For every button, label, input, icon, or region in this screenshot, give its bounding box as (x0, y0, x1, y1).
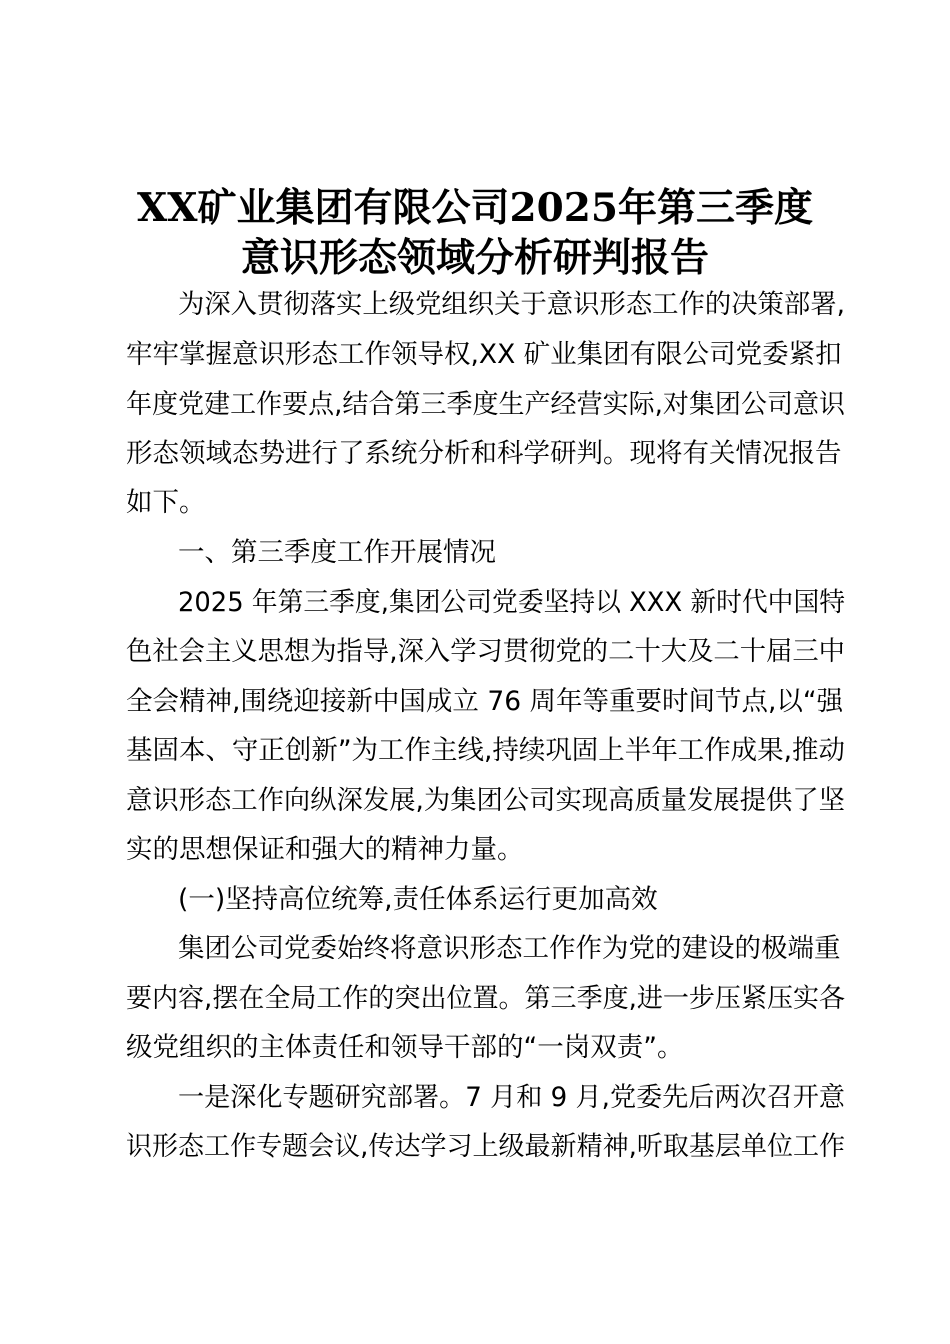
paragraph-line: 色社会主义思想为指导,深入学习贯彻党的二十大及二十届三中 (126, 636, 846, 667)
subsection-heading: (一)坚持高位统筹,责任体系运行更加高效 (178, 884, 658, 915)
paragraph-line: 年度党建工作要点,结合第三季度生产经营实际,对集团公司意识 (126, 389, 846, 420)
paragraph-line: 一是深化专题研究部署。7 月和 9 月,党委先后两次召开意 (178, 1082, 845, 1113)
paragraph-line: 集团公司党委始终将意识形态工作作为党的建设的极端重 (178, 933, 841, 964)
paragraph-line: 为深入贯彻落实上级党组织关于意识形态工作的决策部署, (178, 289, 845, 320)
document-title-line-2: 意识形态领域分析研判报告 (240, 235, 709, 281)
paragraph-line: 全会精神,围绕迎接新中国成立 76 周年等重要时间节点,以“强 (126, 686, 844, 717)
paragraph-line: 基固本、守正创新”为工作主线,持续巩固上半年工作成果,推动 (126, 735, 846, 766)
paragraph-line: 识形态工作专题会议,传达学习上级最新精神,听取基层单位工作 (126, 1131, 846, 1162)
paragraph-line: 牢牢掌握意识形态工作领导权,XX 矿业集团有限公司党委紧扣 (126, 339, 842, 370)
section-heading: 一、第三季度工作开展情况 (178, 537, 496, 568)
paragraph-line: 2025 年第三季度,集团公司党委坚持以 XXX 新时代中国特 (178, 587, 846, 618)
paragraph-line: 如下。 (126, 487, 206, 518)
paragraph-line: 级党组织的主体责任和领导干部的“一岗双责”。 (126, 1032, 684, 1063)
paragraph-line: 意识形态工作向纵深发展,为集团公司实现高质量发展提供了坚 (126, 785, 846, 816)
paragraph-line: 要内容,摆在全局工作的突出位置。第三季度,进一步压紧压实各 (126, 983, 846, 1014)
paragraph-line: 实的思想保证和强大的精神力量。 (126, 834, 524, 865)
document-title-line-1: XX矿业集团有限公司2025年第三季度 (136, 185, 814, 231)
paragraph-line: 形态领域态势进行了系统分析和科学研判。现将有关情况报告 (126, 438, 842, 469)
